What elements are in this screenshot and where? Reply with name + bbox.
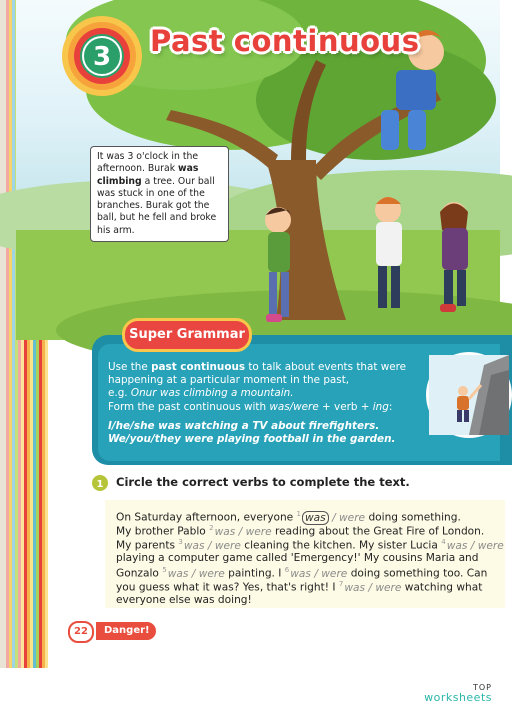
gap-3[interactable]: $^3$was / were — [178, 538, 241, 552]
svg-text:1: 1 — [96, 479, 104, 490]
watermark — [424, 683, 492, 704]
super-grammar-label: Super Grammar — [122, 318, 252, 352]
exercise-line-3: My parents $^3$was / were cleaning the kitchen. My sister Lucia $^4$was / were — [116, 538, 504, 552]
gap-1-was-circled: was — [302, 511, 329, 525]
unit-number-badge-icon — [60, 14, 144, 98]
exercise-line-1: On Saturday afternoon, everyone $^1$ was / were doing something. — [116, 510, 461, 524]
grammar-line-3: e.g. Onur was climbing a mountain. — [108, 387, 294, 399]
gap-5[interactable]: $^5$was / were — [162, 566, 225, 580]
section-tag: Danger! — [96, 622, 156, 640]
story-text-box — [90, 146, 229, 242]
watermark-top: TOP — [472, 683, 492, 692]
exercise-instruction: Circle the correct verbs to complete the text. — [116, 475, 410, 489]
watermark-worksheets: worksheets — [424, 691, 492, 704]
grammar-example-2: We/you/they were playing football in the garden. — [108, 433, 396, 445]
exercise-line-4: playing a computer game called 'Emergency!' My cousins Maria and — [116, 552, 479, 564]
exercise-number-icon — [92, 475, 108, 491]
grammar-line-1: Use the past continuous to talk about events that were — [108, 361, 407, 373]
exercise-line-6: you guess what it was? Yes, that's right! I $^7$was / were watching what — [116, 580, 483, 594]
grammar-example-1: I/he/she was watching a TV about firefighters. — [108, 420, 380, 432]
climber-picture — [426, 352, 512, 438]
gap-4[interactable]: $^4$was / were — [441, 538, 504, 552]
story-part-2: a tree. Our ball was stuck in one of the branches. Burak got the ball, but he fell and broke his arm. — [97, 175, 217, 236]
gap-1[interactable]: $^1$ was / were — [296, 510, 366, 524]
mountain-climber-icon — [429, 355, 509, 435]
page-title: Past continuous — [150, 24, 420, 58]
grammar-line-4: Form the past continuous with was/were + verb + ing: — [108, 401, 393, 413]
story-part-1: It was 3 o'clock in the afternoon. Burak — [97, 151, 199, 175]
exercise-line-2: My brother Pablo $^2$was / were reading about the Great Fire of London. — [116, 524, 485, 538]
page-number: 22 — [68, 621, 94, 643]
exercise-line-7: everyone else was doing! — [116, 594, 252, 606]
exercise-line-5: Gonzalo $^5$was / were painting. I $^6$was / were doing something too. Can — [116, 566, 488, 580]
gap-6[interactable]: $^6$was / were — [284, 566, 348, 580]
story-bold: was climbing — [97, 163, 199, 187]
gap-7[interactable]: $^7$was / were — [338, 580, 402, 594]
grammar-line-2: happening at a particular moment in the past, — [108, 374, 350, 386]
gap-2[interactable]: $^2$was / were — [209, 524, 272, 538]
unit-number: 3 — [92, 42, 112, 72]
